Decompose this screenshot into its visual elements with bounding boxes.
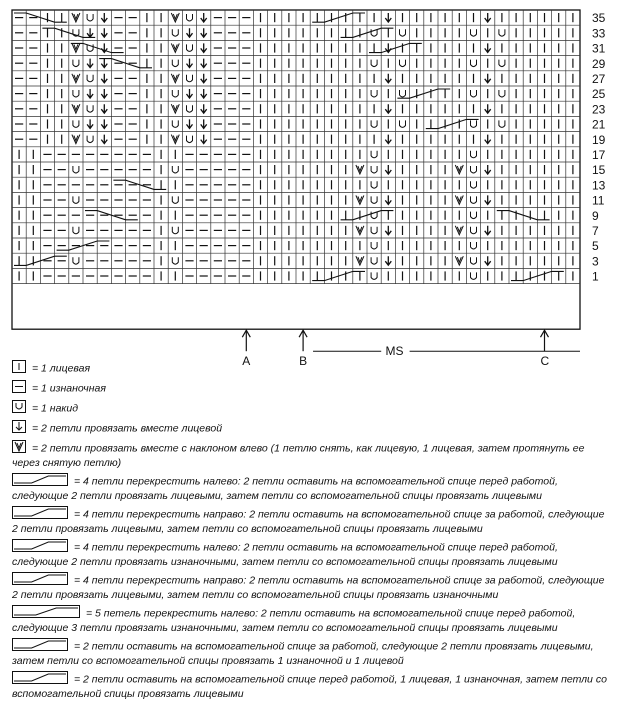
yarnover-stitch [172,196,178,203]
ssk-stitch [72,135,80,144]
yarnover-stitch [471,166,477,173]
yarnover-stitch [172,227,178,234]
ssk-stitch [455,165,463,174]
k2tog-stitch [485,256,491,265]
k2tog-stitch [101,74,107,83]
k2tog-stitch [187,28,193,37]
k2tog-stitch [385,104,391,113]
ssk-stitch [356,256,364,265]
ssk-stitch [455,195,463,204]
ssk-stitch [356,226,364,235]
yarnover-stitch [400,29,406,36]
legend-item [12,605,612,635]
ssk-stitch [171,13,179,22]
k2tog-stitch [101,13,107,22]
yarnover-stitch [187,75,193,82]
legend-text: = 2 петли оставить на вспомогательной спице за работой, следующие 2 петли провязать лицевыми, затем петли со вспомогательной спицы провязать 1 изнаночной и 1 лицевой [12,640,594,667]
k2tog-stitch [385,165,391,174]
yarnover-stitch [371,60,377,67]
yarnover-stitch [499,29,505,36]
k2tog-stitch [201,89,207,98]
yarnover-stitch [471,90,477,97]
yarnover-stitch [172,90,178,97]
yarnover-stitch [400,60,406,67]
k2tog-stitch [385,226,391,235]
yarnover-stitch [499,120,505,127]
legend-text: = 1 лицевая [32,362,91,375]
yarnover-stitch [499,90,505,97]
yarnover-stitch [371,181,377,188]
yarnover-stitch [172,166,178,173]
legend-item [12,638,612,668]
yarnover-stitch [471,242,477,249]
row-number: 29 [592,56,606,71]
k2tog-stitch [201,28,207,37]
legend-item [12,671,612,701]
yarnover-stitch [73,196,79,203]
k2tog-stitch [485,43,491,52]
yarnover-stitch [371,151,377,158]
yarnover-stitch [471,151,477,158]
marker-ms: MS [385,344,404,359]
yarnover-stitch [87,136,93,143]
yarnover-stitch [471,181,477,188]
yarnover-stitch [371,90,377,97]
row-number: 21 [592,117,606,132]
yarnover-stitch [73,227,79,234]
k2tog-stitch [201,13,207,22]
yarnover-stitch [499,60,505,67]
k2tog-stitch [385,256,391,265]
k2tog-stitch [187,59,193,68]
yarnover-stitch [371,227,377,234]
legend-text: = 4 петли перекрестить направо: 2 петли оставить на вспомогательной спице за работой, следующие 2 петли провязать лицевыми, затем петли со вспомогательной спицы провязать изнаночными [12,574,605,601]
ssk-stitch [356,195,364,204]
yarnover-stitch [371,242,377,249]
legend-text: = 5 петель перекрестить налево: 2 петли оставить на вспомогательной спице перед работой, следующие 3 петли провязать изнаночными, затем петли со вспомогательной спицы провязать лицевыми [12,607,576,634]
cable-right-4-icon [12,506,68,523]
legend-item [12,380,612,397]
yarnover-stitch [172,60,178,67]
yarnover-stitch [371,166,377,173]
cable-left-5-icon [12,605,80,622]
k2tog-stitch [87,89,93,98]
yarnover-stitch [400,120,406,127]
legend-item [12,506,612,536]
yarnover-stitch [172,120,178,127]
cable-left-mixed-icon [12,671,68,688]
yarnover-stitch [471,257,477,264]
k2tog-stitch [101,119,107,128]
k2tog-stitch [201,135,207,144]
k2tog-stitch [187,89,193,98]
row-number: 13 [592,178,606,193]
row-numbers [592,11,606,283]
ssk-stitch [171,135,179,144]
k2tog-stitch [201,104,207,113]
yarnover-stitch [187,44,193,51]
purl-icon [12,380,26,397]
yarnover-stitch [73,257,79,264]
marker-b: B [299,354,308,369]
ssk-stitch [72,104,80,113]
k2tog-stitch [201,43,207,52]
yarnover-stitch [371,272,377,279]
k2tog-stitch [385,135,391,144]
ssk-stitch [72,13,80,22]
row-number: 17 [592,148,606,162]
cable-right-mixed-icon [12,638,68,655]
yarnover-stitch [73,90,79,97]
k2tog-icon [12,420,26,437]
legend-item [12,473,612,503]
yarnover-stitch [371,257,377,264]
ssk-icon [12,440,26,457]
k2tog-stitch [485,135,491,144]
k2tog-stitch [385,74,391,83]
legend-text: = 2 петли провязать вместе лицевой [32,422,223,435]
row-number: 31 [592,41,606,56]
row-number: 7 [592,224,599,238]
yarnover-stitch [73,120,79,127]
yarnover-stitch [187,105,193,112]
marker-a: A [242,354,251,369]
chart-grid [12,10,580,329]
legend-item [12,539,612,569]
row-number: 23 [592,102,606,117]
row-number: 9 [592,208,599,223]
cable-left-4-purl-icon [12,539,68,556]
yarnover-stitch [471,120,477,127]
k2tog-stitch [87,59,93,68]
cable-right-4-purl-icon [12,572,68,589]
legend-item [12,420,612,437]
yarnover-stitch [87,75,93,82]
yarnover-icon [12,400,26,417]
row-number: 1 [592,269,599,284]
legend [12,360,612,704]
legend-item [12,572,612,602]
row-number: 19 [592,132,606,147]
yarnover-stitch [471,272,477,279]
k2tog-stitch [485,13,491,22]
legend-text: = 4 петли перекрестить налево: 2 петли оставить на вспомогательной спице перед работой, следующие 2 петли провязать лицевыми, затем петли со вспомогательной спицы провязать лицевыми [12,475,558,502]
legend-text: = 1 изнаночная [32,382,106,395]
k2tog-stitch [201,119,207,128]
ssk-stitch [171,104,179,113]
legend-item [12,400,612,417]
yarnover-stitch [187,14,193,21]
legend-text: = 2 петли оставить на вспомогательной спице перед работой, 1 лицевая, 1 изнаночная, затем петли со вспомогательной спицы провязать лицевыми [12,673,607,700]
k2tog-stitch [485,165,491,174]
k2tog-stitch [201,59,207,68]
yarnover-stitch [471,212,477,219]
ssk-stitch [356,165,364,174]
row-number: 3 [592,254,599,269]
ssk-stitch [171,43,179,52]
k2tog-stitch [101,135,107,144]
yarnover-stitch [172,29,178,36]
yarnover-stitch [73,166,79,173]
k2tog-stitch [101,59,107,68]
k2tog-stitch [101,89,107,98]
row-number: 35 [592,11,606,26]
k2tog-stitch [87,28,93,37]
legend-text: = 4 петли перекрестить налево: 2 петли оставить на вспомогательной спице перед работой, следующие 2 петли провязать изнаночными, затем петли со вспомогательной спицы провязать лицевыми [12,541,558,568]
k2tog-stitch [385,13,391,22]
k2tog-stitch [101,104,107,113]
row-number: 25 [592,87,606,102]
yarnover-stitch [471,29,477,36]
k2tog-stitch [485,226,491,235]
legend-text: = 2 петли провязать вместе с наклоном влево (1 петлю снять, как лицевую, 1 лицевая, затем протянуть ее через снятую петлю) [12,442,585,469]
row-number: 11 [592,193,605,208]
knit-icon [12,360,26,377]
ssk-stitch [171,74,179,83]
k2tog-stitch [385,195,391,204]
yarnover-stitch [73,60,79,67]
yarnover-stitch [471,227,477,234]
legend-text: = 4 петли перекрестить направо: 2 петли оставить на вспомогательной спице за работой, следующие 2 петли провязать лицевыми, затем петли со вспомогательной спицы провязать лицевыми [12,508,605,535]
yarnover-stitch [471,60,477,67]
cable-left-4-icon [12,473,68,490]
legend-item [12,440,612,470]
row-number: 15 [592,163,606,178]
k2tog-stitch [201,74,207,83]
k2tog-stitch [187,119,193,128]
k2tog-stitch [485,74,491,83]
yarnover-stitch [172,257,178,264]
legend-item [12,360,612,377]
k2tog-stitch [485,104,491,113]
legend-text: = 1 накид [32,402,79,415]
ssk-stitch [455,226,463,235]
ssk-stitch [455,256,463,265]
row-number: 33 [592,26,606,41]
marker-c: C [540,354,550,369]
k2tog-stitch [87,119,93,128]
yarnover-stitch [471,196,477,203]
yarnover-stitch [187,136,193,143]
yarnover-stitch [87,105,93,112]
yarnover-stitch [371,196,377,203]
ssk-stitch [72,74,80,83]
ssk-stitch [72,43,80,52]
yarnover-stitch [87,14,93,21]
yarnover-stitch [400,90,406,97]
k2tog-stitch [485,195,491,204]
k2tog-stitch [101,28,107,37]
row-number: 27 [592,72,606,86]
row-number: 5 [592,239,599,254]
yarnover-stitch [371,120,377,127]
